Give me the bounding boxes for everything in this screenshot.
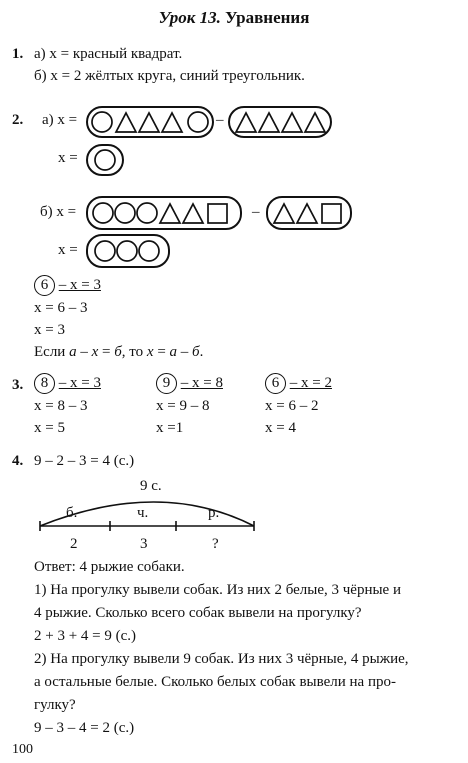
segment-label-red: р. xyxy=(208,505,220,521)
task-4-expression: 9 – 2 – 3 = 4 (с.) xyxy=(34,453,135,469)
task-4-text-6: гулку? xyxy=(34,697,76,713)
solution-line-2: x = 3 xyxy=(34,322,65,338)
circle-icon xyxy=(88,146,126,178)
task-3-col-1-line-2: x = 5 xyxy=(34,420,65,436)
equation-rest: – x = 2 xyxy=(289,375,332,391)
task-4-answer: Ответ: 4 рыжие собаки. xyxy=(34,559,185,575)
shape-group-2b-left xyxy=(86,196,242,230)
equation-rest: – x = 3 xyxy=(58,375,101,391)
shape-group-2a-right xyxy=(228,106,332,138)
task-4-text-3: 2 + 3 + 4 = 9 (с.) xyxy=(34,628,137,644)
task-2a-label: а) x = xyxy=(42,112,78,128)
circles-icon xyxy=(88,236,172,270)
shapes-icon xyxy=(88,108,216,140)
task-3-eq-3 xyxy=(265,373,332,394)
segment-value-1: 2 xyxy=(70,536,78,552)
lesson-number: Урок 13. xyxy=(158,8,221,27)
segment-label-black: ч. xyxy=(137,505,149,521)
task-4-text-7: 9 – 3 – 4 = 2 (с.) xyxy=(34,720,135,736)
segment-value-3: ? xyxy=(212,536,219,552)
circled-number: 8 xyxy=(34,373,55,394)
page-number: 100 xyxy=(12,742,33,757)
shapes-icon xyxy=(88,198,244,232)
task-2b-label: б) x = xyxy=(40,204,77,220)
task-2-number: 2. xyxy=(12,112,24,128)
task-3-eq-1 xyxy=(34,373,101,394)
task-1-line-b: б) x = 2 жёлтых круга, синий треугольник. xyxy=(34,68,305,84)
task-3-eq-2 xyxy=(156,373,223,394)
task-3-col-3-line-2: x = 4 xyxy=(265,420,296,436)
task-4-text-1: 1) На прогулку вывели собак. Из них 2 белые, 3 чёрные и xyxy=(34,582,401,598)
diagram-total-label: 9 с. xyxy=(140,478,162,494)
task-3-col-2-line-1: x = 9 – 8 xyxy=(156,398,210,414)
shape-group-2a-result xyxy=(86,144,124,176)
equation-circled xyxy=(34,275,101,296)
task-3-number: 3. xyxy=(12,377,24,393)
equation-rest: – x = 3 xyxy=(58,277,101,293)
shape-group-2b-right xyxy=(266,196,352,230)
shapes-icon xyxy=(268,198,354,232)
task-4-text-2: 4 рыжие. Сколько всего собак вывели на прогулку? xyxy=(34,605,362,621)
page-title xyxy=(0,8,468,28)
lesson-topic: Уравнения xyxy=(225,8,310,27)
minus-sign: – xyxy=(216,112,224,128)
task-4-text-5: а остальные белые. Сколько белых собак вывели на про- xyxy=(34,674,396,690)
shape-group-2b-result xyxy=(86,234,170,268)
circled-number: 9 xyxy=(156,373,177,394)
equation-rest: – x = 8 xyxy=(180,375,223,391)
circled-number: 6 xyxy=(34,275,55,296)
circled-number: 6 xyxy=(265,373,286,394)
task-4-text-4: 2) На прогулку вывели 9 собак. Из них 3 чёрные, 4 рыжие, xyxy=(34,651,409,667)
task-1-number: 1. xyxy=(12,46,24,62)
segment-value-2: 3 xyxy=(140,536,148,552)
x-equals-label: x = xyxy=(58,150,78,166)
task-3-col-1-line-1: x = 8 – 3 xyxy=(34,398,88,414)
task-1-line-a: а) x = красный квадрат. xyxy=(34,46,183,62)
minus-sign: – xyxy=(252,204,260,220)
shape-group-2a-left xyxy=(86,106,214,138)
task-3-col-3-line-1: x = 6 – 2 xyxy=(265,398,319,414)
task-3-col-2-line-2: x =1 xyxy=(156,420,184,436)
task-4-number: 4. xyxy=(12,453,24,469)
segment-label-white: б. xyxy=(66,505,78,521)
triangles-icon xyxy=(230,108,334,140)
rule-text: Если а – x = б, то x = а – б. xyxy=(34,344,204,360)
solution-line-1: x = 6 – 3 xyxy=(34,300,88,316)
x-equals-label: x = xyxy=(58,242,78,258)
